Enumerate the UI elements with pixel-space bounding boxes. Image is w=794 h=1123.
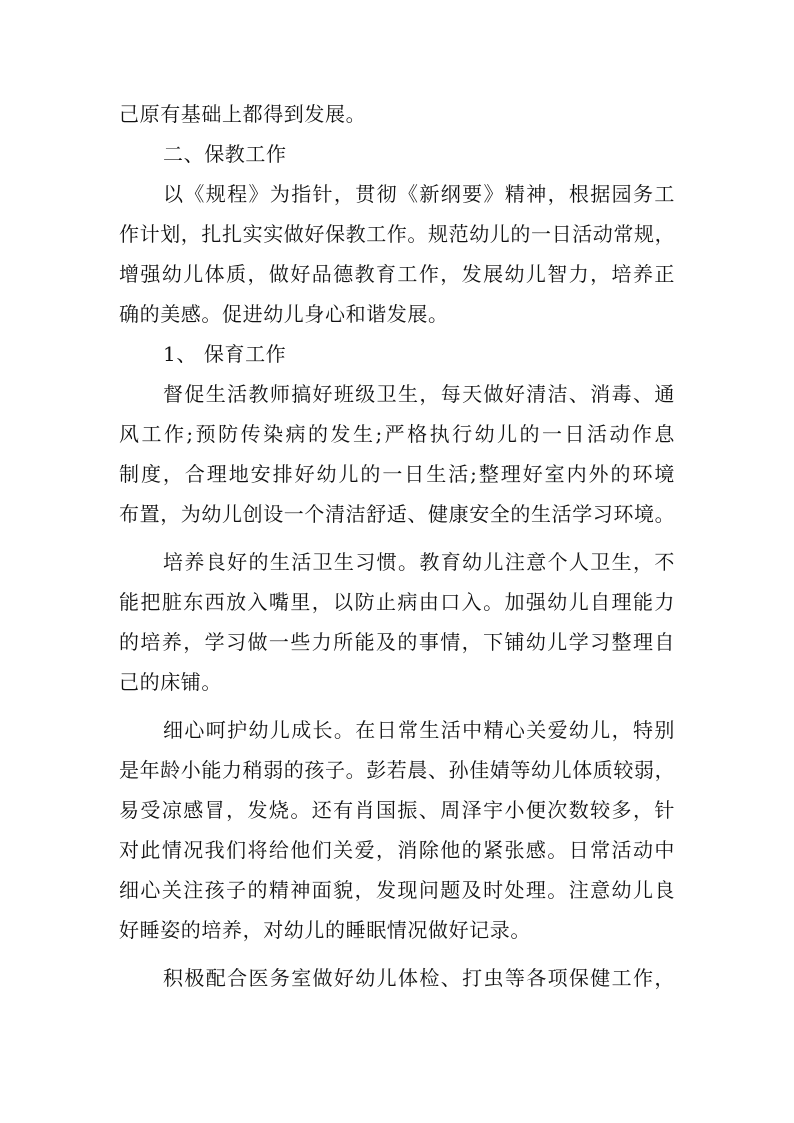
text-line: 确的美感。促进幼儿身心和谐发展。: [119, 302, 449, 326]
text-line: 己原有基础上都得到发展。: [119, 102, 367, 126]
text-line: 的培养，学习做一些力所能及的事情，下铺幼儿学习整理自: [119, 630, 675, 654]
text-line: 培养良好的生活卫生习惯。教育幼儿注意个人卫生，不: [163, 550, 675, 574]
text-line: 细心关注孩子的精神面貌，发现问题及时处理。注意幼儿良: [119, 878, 675, 902]
text-line: 增强幼儿体质，做好品德教育工作，发展幼儿智力，培养正: [119, 262, 675, 286]
text-line: 作计划，扎扎实实做好保教工作。规范幼儿的一日活动常规，: [119, 222, 676, 246]
text-line: 积极配合医务室做好幼儿体检、打虫等各项保健工作，: [163, 966, 675, 990]
paragraph-gap: [119, 950, 675, 958]
subsection-heading: 1、 保育工作: [163, 342, 287, 366]
document-body: [119, 94, 675, 998]
text-line: 风工作;预防传染病的发生;严格执行幼儿的一日活动作息: [119, 422, 675, 446]
text-line: 易受凉感冒，发烧。还有肖国振、周泽宇小便次数较多，针: [119, 798, 675, 822]
text-line: 以《规程》为指针，贯彻《新纲要》精神，根据园务工: [163, 182, 675, 206]
text-line: 制度，合理地安排好幼儿的一日生活;整理好室内外的环境: [119, 462, 675, 486]
section-heading: 二、保教工作: [163, 142, 287, 166]
text-line: 督促生活教师搞好班级卫生，每天做好清洁、消毒、通: [163, 382, 675, 406]
text-line: 对此情况我们将给他们关爱，消除他的紧张感。日常活动中: [119, 838, 675, 862]
text-line: 己的床铺。: [119, 670, 222, 694]
paragraph-gap: [119, 534, 675, 542]
text-line: 是年龄小能力稍弱的孩子。彭若晨、孙佳婧等幼儿体质较弱，: [119, 758, 676, 782]
text-line: 布置，为幼儿创设一个清洁舒适、健康安全的生活学习环境。: [119, 502, 676, 526]
text-line: 细心呵护幼儿成长。在日常生活中精心关爱幼儿，特别: [163, 718, 675, 742]
text-line: 好睡姿的培养，对幼儿的睡眠情况做好记录。: [119, 918, 531, 942]
text-line: 能把脏东西放入嘴里，以防止病由口入。加强幼儿自理能力: [119, 590, 675, 614]
paragraph-gap: [119, 702, 675, 710]
